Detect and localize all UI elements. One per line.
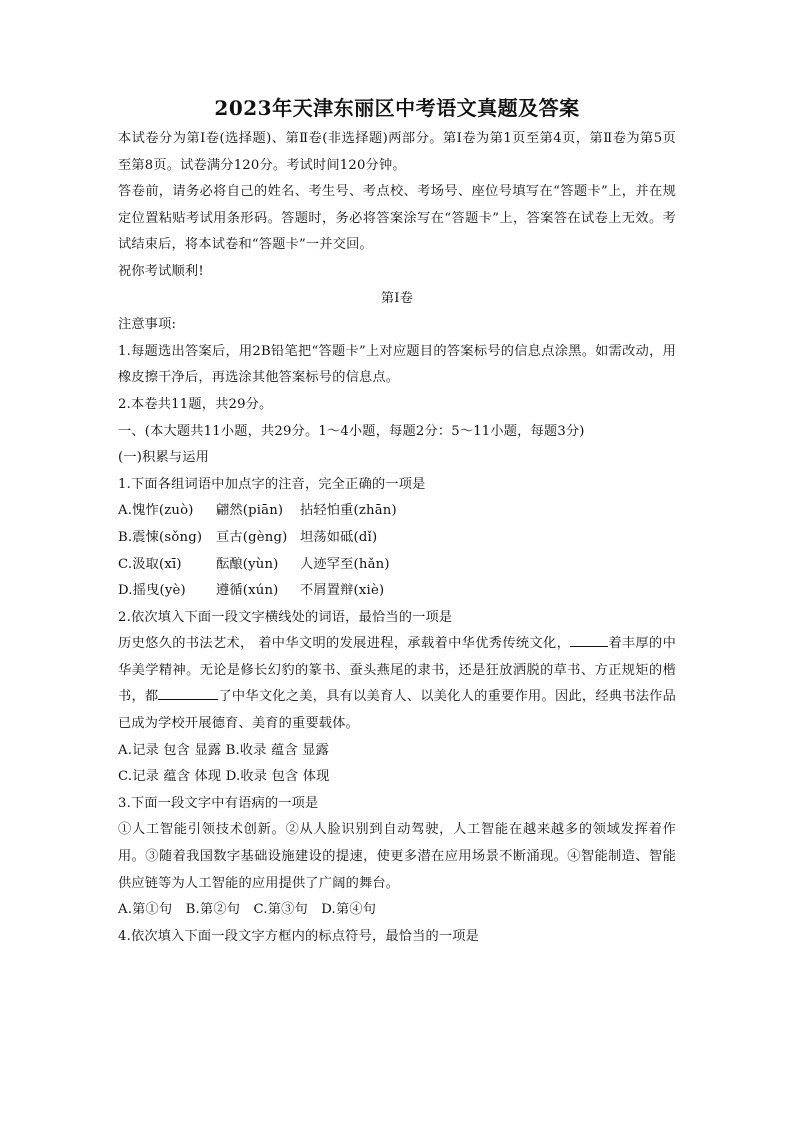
question-1-option-d: [118, 578, 676, 605]
option-word: 坦荡如砥(dǐ): [300, 529, 378, 545]
instructions-paragraph: 答卷前，请务必将自己的姓名、考生号、考点校、考场号、座位号填写在“答题卡”上，并在规定位置粘贴考试用条形码。答题时，务必将答案涂写在“答题卡”上，答案答在试卷上无效。考试结束后，将本试卷和“答题卡”一并交回。: [118, 184, 676, 253]
option-word: 不屑置辩(xiè): [300, 583, 385, 599]
question-2-options-row-1: A.记录 包含 显露 B.收录 蕴含 显露: [118, 742, 330, 758]
part-heading: 一、(本大题共11小题，共29分。1～4小题，每题2分：5～11小题，每题3分): [118, 423, 585, 439]
option-word: 亘古(gèng): [216, 529, 288, 545]
fill-blank: [158, 685, 218, 700]
question-4-stem: 4.依次填入下面一段文字方框内的标点符号，最恰当的一项是: [118, 928, 480, 944]
option-word: D.摇曳(yè): [118, 583, 186, 599]
notes-heading: 注意事项:: [118, 317, 177, 333]
option-word: A.愧怍(zuò): [118, 503, 194, 519]
question-3-options: A.第①句 B.第②句 C.第③句 D.第④句: [118, 902, 377, 918]
intro-paragraph: 本试卷分为第Ⅰ卷(选择题)、第Ⅱ卷(非选择题)两部分。第Ⅰ卷为第1页至第4页，第Ⅱ卷为第5页至第8页。试卷满分120分。考试时间120分钟。: [118, 131, 676, 173]
option-word: 酝酿(yùn): [216, 556, 279, 572]
good-luck-line: 祝你考试顺利!: [118, 263, 204, 279]
question-2-passage: [118, 631, 676, 737]
section-title: 第Ⅰ卷: [380, 290, 414, 306]
question-1-stem: 1.下面各组词语中加点字的注音，完全正确的一项是: [118, 476, 426, 492]
option-word: 人迹罕至(hǎn): [300, 556, 390, 572]
question-1-option-a: [118, 498, 676, 525]
question-1-option-c: [118, 552, 676, 579]
subsection-heading: (一)积累与运用: [118, 450, 210, 466]
question-1-option-b: [118, 525, 676, 552]
question-2-options-row-2: C.记录 蕴含 体现 D.收录 包含 体现: [118, 769, 330, 785]
page-title: 2023年天津东丽区中考语文真题及答案: [214, 96, 580, 120]
option-word: 遵循(xún): [216, 583, 279, 599]
option-word: C.汲取(xī): [118, 556, 182, 572]
option-word: 拈轻怕重(zhān): [300, 503, 397, 519]
fill-blank: [570, 632, 608, 647]
passage-text: 了中华文化之美，具有以美育人、以美化人的重要作用。因此，经典书法作品已成为学校开展德育、美育的重要载体。: [118, 689, 677, 732]
question-3-passage: ①人工智能引领技术创新。②从人脸识别到自动驾驶，人工智能在越来越多的领域发挥着作用。③随着我国数字基础设施建设的提速，使更多潜在应用场景不断涌现。④智能制造、智能供应链等为人工智能的应用提供了广阔的舞台。: [118, 822, 676, 891]
option-word: B.震悚(sǒng): [118, 529, 203, 545]
passage-text: 着丰厚的中华美学精神。无论是修长幻豹的篆书、蚕头燕尾的隶书，还是狂放洒脱的草书、方正规矩的楷书，都: [118, 636, 676, 705]
exam-page: [118, 96, 676, 950]
passage-text: 历史悠久的书法艺术， 着中华文明的发展进程，承载着中华优秀传统文化，: [118, 636, 571, 652]
note-item-1: 1.每题选出答案后，用2B铅笔把“答题卡”上对应题目的答案标号的信息点涂黑。如需改动，用橡皮擦干净后，再选涂其他答案标号的信息点。: [118, 343, 676, 386]
question-3-stem: 3.下面一段文字中有语病的一项是: [118, 795, 319, 811]
note-item-2: 2.本卷共11题，共29分。: [118, 396, 273, 412]
question-2-stem: 2.依次填入下面一段文字横线处的词语，最恰当的一项是: [118, 609, 453, 625]
option-word: 翩然(piān): [216, 503, 284, 519]
